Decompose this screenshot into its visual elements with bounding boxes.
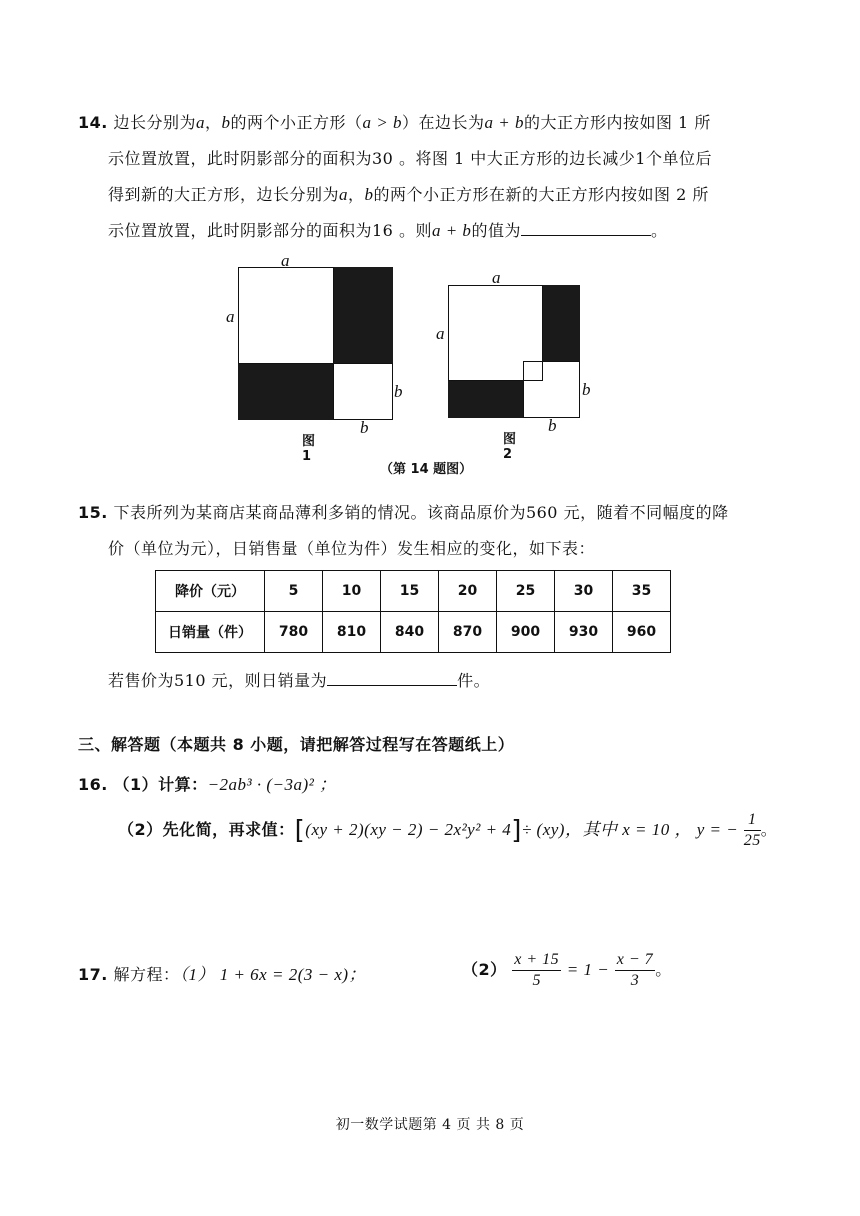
table-cell: 840: [381, 612, 439, 653]
fig1-label-a-left: a: [226, 307, 235, 326]
fig1-label-a-top: a: [281, 251, 290, 270]
fig2-label-a-left: a: [436, 324, 445, 343]
answer-blank-14[interactable]: [521, 234, 651, 236]
q14-number: 14.: [78, 113, 108, 132]
fig2-shaded-top-right: [542, 285, 580, 361]
answer-blank-15[interactable]: [327, 684, 457, 686]
price-sales-table: [155, 570, 671, 653]
table-cell: 930: [555, 612, 613, 653]
table-row-header: 降价（元）: [156, 571, 265, 612]
table-cell: 35: [613, 571, 671, 612]
q14-line4: 示位置放置，此时阴影部分的面积为16 。则a + b的值为 。: [108, 221, 668, 240]
q15-line3: 若售价为510 元，则日销量为 件。: [108, 671, 491, 690]
table-cell: 15: [381, 571, 439, 612]
fig1-shaded-bottom-left: [238, 363, 333, 420]
table-cell: 5: [265, 571, 323, 612]
page-footer: 初一数学试题第 4 页 共 8 页: [335, 1117, 525, 1133]
fig2-shaded-bottom-left: [448, 380, 524, 418]
q16-number: 16.: [78, 775, 108, 794]
fig1-caption: 图 1: [302, 434, 316, 464]
q16-part1: 16. （1）计算：−2ab³ · (−3a)² ；: [78, 775, 337, 794]
table-cell: 780: [265, 612, 323, 653]
q14-line1: 14. 边长分别为a，b的两个小正方形（a > b）在边长为a + b的大正方形内按如图 1 所: [78, 113, 711, 132]
q15-number: 15.: [78, 503, 108, 522]
table-cell: 25: [497, 571, 555, 612]
q17-part1: 17. 解方程：（1） 1 + 6x = 2(3 − x)；: [78, 965, 367, 984]
q16-part2: （2）先化简，再求值：[(xy + 2)(xy − 2) − 2x²y² + 4]÷ (xy)，其中 x = 10 ， y = − $\frac{1}{25}$ 。: [118, 811, 778, 849]
right-bracket: ]: [511, 815, 522, 846]
fig1-square-b: [333, 363, 393, 420]
table-cell: 900: [497, 612, 555, 653]
fig2-label-a-top: a: [492, 268, 501, 287]
q14-line2: 示位置放置，此时阴影部分的面积为30 。将图 1 中大正方形的边长减少1个单位后: [108, 149, 712, 168]
table-cell: 870: [439, 612, 497, 653]
q15-line2: 价（单位为元），日销售量（单位为件）发生相应的变化，如下表：: [108, 539, 596, 558]
table-row-header: 日销量（件）: [156, 612, 265, 653]
fraction-x-minus-7-over-3: $\frac{x - 7}{3}$: [616, 951, 654, 989]
fig2-caption: 图 2: [503, 432, 517, 462]
q15-line1: 15. 下表所列为某商店某商品薄利多销的情况。该商品原价为560 元，随着不同幅度的降: [78, 503, 729, 522]
fig2-square-b: [523, 361, 580, 418]
fig2-label-b-bottom: b: [548, 416, 557, 435]
q14-figure-caption: （第 14 题图）: [380, 462, 473, 477]
fig1-label-b-right: b: [394, 382, 403, 401]
table-cell: 10: [323, 571, 381, 612]
fig1-shaded-top-right: [333, 267, 393, 363]
table-cell: 20: [439, 571, 497, 612]
fraction-1-over-25: $\frac{1}{25}$: [743, 811, 761, 849]
fig1-square-a: [238, 267, 334, 364]
q17-part2: （2） $\frac{x + 15}{5}$ = 1 − $\frac{x - 7}{3}$ 。: [462, 951, 672, 989]
table-row: [156, 571, 671, 612]
left-bracket: [: [294, 815, 306, 846]
table-row: [156, 612, 671, 653]
fig1-label-b-bottom: b: [360, 418, 369, 437]
q17-number: 17.: [78, 965, 108, 984]
table-cell: 30: [555, 571, 613, 612]
q14-line3: 得到新的大正方形，边长分别为a，b的两个小正方形在新的大正方形内按如图 2 所: [108, 185, 709, 204]
section-3-title: 三、解答题（本题共 8 小题，请把解答过程写在答题纸上）: [78, 735, 515, 754]
table-cell: 960: [613, 612, 671, 653]
table-cell: 810: [323, 612, 381, 653]
fraction-x-plus-15-over-5: $\frac{x + 15}{5}$: [514, 951, 560, 989]
fig2-label-b-right: b: [582, 380, 591, 399]
